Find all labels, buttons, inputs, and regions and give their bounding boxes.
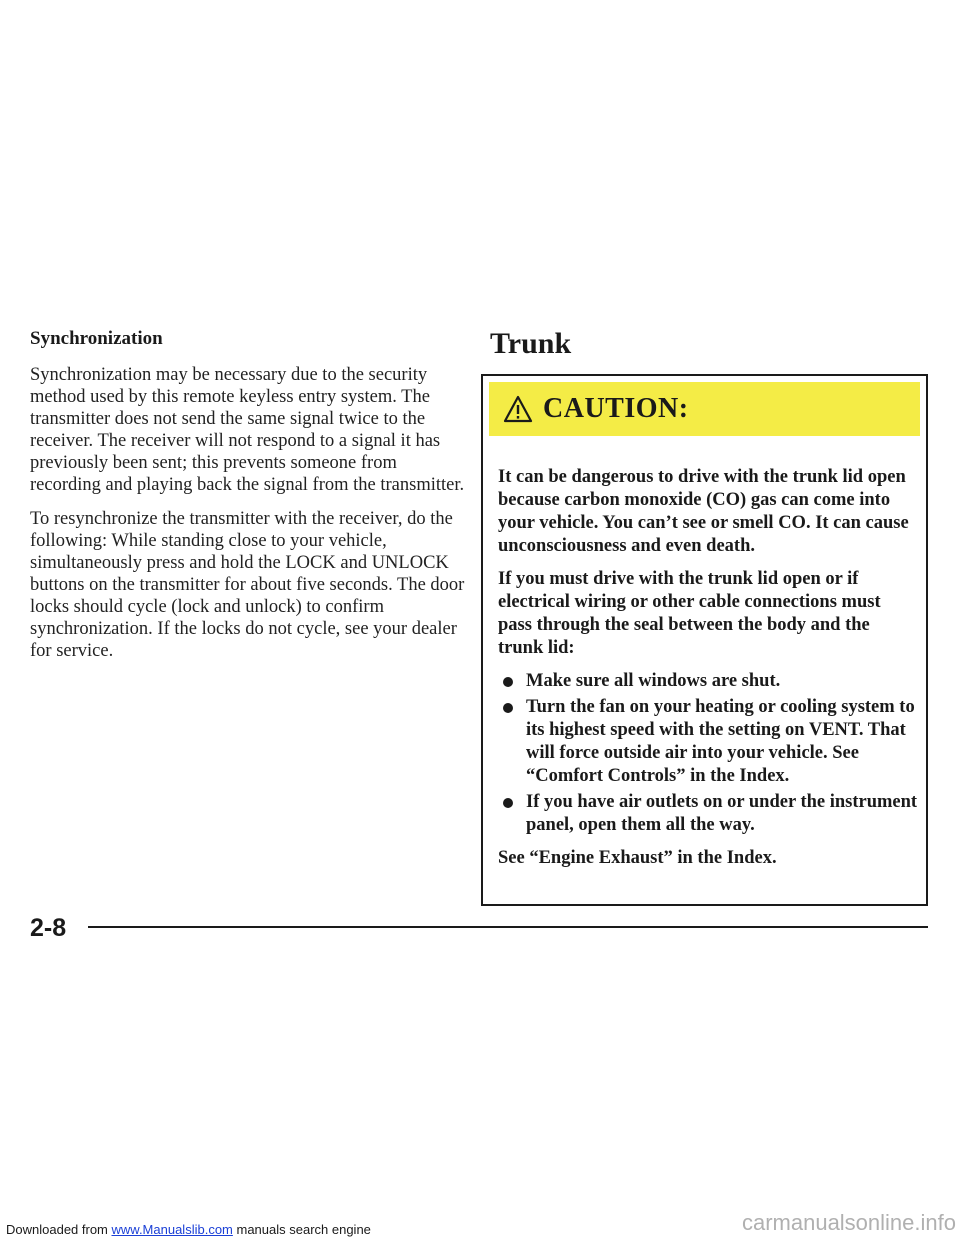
synchronization-heading: Synchronization <box>30 328 163 349</box>
synchronization-paragraph-2: To resynchronize the transmitter with the receiver, do the following: While standing close to your vehicle, simultaneously press and hold the LOCK and UNLOCK buttons on the transmitter for about five seconds. The door locks should cycle (lock and unlock) to confirm synchronization. If the locks do not cycle, see your dealer for service. <box>30 509 465 661</box>
caution-paragraph-2: If you must drive with the trunk lid open or if electrical wiring or other cable connections must pass through the seal between the body and the trunk lid: <box>498 569 881 658</box>
caution-closing: See “Engine Exhaust” in the Index. <box>498 848 777 868</box>
caution-banner <box>489 382 920 436</box>
caution-paragraph-1: It can be dangerous to drive with the trunk lid open because carbon monoxide (CO) gas can come into your vehicle. You can’t see or smell CO. It can cause unconsciousness and even death. <box>498 467 909 556</box>
page-number: 2-8 <box>30 914 67 942</box>
bullet-icon <box>503 798 513 808</box>
footer-rule <box>88 926 928 928</box>
site-watermark: carmanualsonline.info <box>741 1210 956 1235</box>
list-item <box>498 670 918 693</box>
manualslib-link[interactable]: www.Manualslib.com <box>111 1222 233 1237</box>
trunk-title: Trunk <box>490 327 572 360</box>
synchronization-paragraph-1: Synchronization may be necessary due to the security method used by this remote keyless entry system. The transmitter does not send the same signal twice to the receiver. The receiver will not respond to a signal it has previously been sent; this prevents someone from recording and playing back the signal from the transmitter. <box>30 365 465 495</box>
caution-bullet-list <box>498 670 918 837</box>
caution-label: CAUTION: <box>543 393 689 424</box>
download-watermark <box>6 1222 371 1237</box>
bullet-text: If you have air outlets on or under the instrument panel, open them all the way. <box>526 792 918 835</box>
trunk-section <box>480 326 932 868</box>
watermark-prefix: Downloaded from <box>6 1222 112 1237</box>
warning-triangle-icon <box>503 394 533 424</box>
caution-box <box>481 374 928 906</box>
bullet-text: Make sure all windows are shut. <box>526 671 781 691</box>
list-item <box>498 791 918 837</box>
list-item <box>498 696 918 788</box>
bullet-icon <box>503 677 513 687</box>
watermark-suffix: manuals search engine <box>232 1222 371 1237</box>
bullet-text: Turn the fan on your heating or cooling system to its highest speed with the setting on VENT. That will force outside air into your vehicle. See “Comfort Controls” in the Index. <box>526 697 915 786</box>
caution-body <box>498 466 918 880</box>
synchronization-section <box>30 328 470 674</box>
bullet-icon <box>503 703 513 713</box>
